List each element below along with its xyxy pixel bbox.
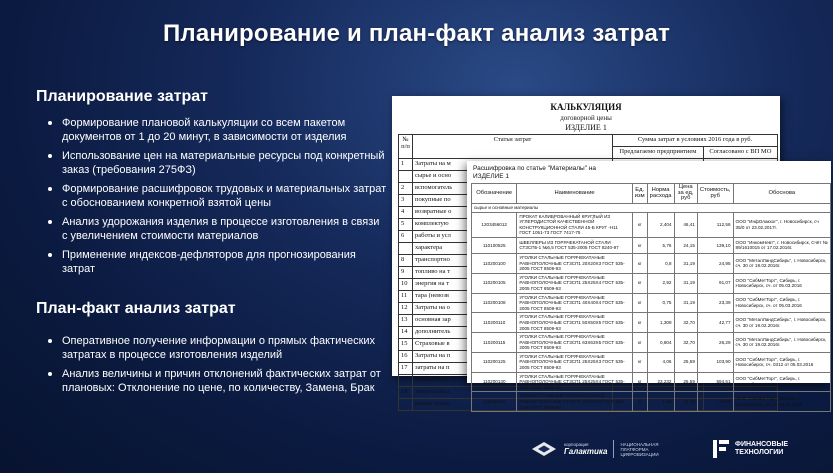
materials-cell-basis: ООО "СибМетТорг", Сибирь, г. Новосибирск, сч. 0312 от 05.03.2016 (733, 372, 830, 392)
materials-cell-norm: 0,804 (647, 333, 674, 353)
calc-row-no: 4 (399, 207, 413, 219)
materials-cell-norm: 4,06 (647, 352, 674, 372)
materials-table (471, 183, 831, 412)
calc-row-text: тара (невозв (413, 291, 613, 303)
materials-cell-code: 110200140 (472, 392, 517, 412)
calc-col-agreed: Согласовано с ВП МО (703, 147, 777, 159)
calc-row-no: 11 (399, 291, 413, 303)
materials-cell-norm: 2,92 (647, 273, 674, 293)
calc-row-text: основная зар (413, 315, 613, 327)
materials-cell-norm: 2,404 (647, 212, 674, 237)
materials-cell-code: 110200110 (472, 313, 517, 333)
materials-cell-code: 110200108 (472, 293, 517, 313)
materials-cell-unit: кг (632, 352, 647, 372)
mat-title-line2: ИЗДЕЛИЕ 1 (473, 173, 510, 180)
materials-cell-name: УГОЛКИ СТАЛЬНЫЕ ГОРЯЧЕКАТАНЫЕ РАВНОПОЛОЧНЫЕ СТ3СП1 25Х25Х4 ГОСТ 535-2005 ГОСТ 8509-93 (517, 372, 632, 392)
materials-cell-price: 25,59 (674, 352, 697, 372)
calc-row-text: возвратные о (413, 207, 613, 219)
slide-title: Планирование и план-факт анализ затрат (162, 20, 671, 47)
calc-row-text: затраты на п (413, 387, 613, 399)
planfact-bullet: Анализ величины и причин отклонений фактических затрат от плановых: Отклонение по цене, по количеству, Замена, Брак (42, 367, 387, 395)
materials-table-row (472, 392, 831, 412)
galaktika-emblem-icon (530, 440, 558, 458)
materials-cell-code: 110100525 (472, 237, 517, 253)
materials-cell-unit: кг (632, 372, 647, 392)
materials-cell-basis: ООО "ИнфОлакхог", г. Новосибирск, сч 35/0 от 23.02.2017г. (733, 212, 830, 237)
calc-row-text: характера (413, 243, 613, 255)
materials-cell-norm: 23,232 (647, 372, 674, 392)
materials-cell-name: УГОЛКИ СТАЛЬНЫЕ ГОРЯЧЕКАТАНЫЕ РАВНОПОЛОЧНЫЕ СТ3СП1 25Х25Х3 ГОСТ 535-2005 ГОСТ 8509-93 (517, 352, 632, 372)
materials-breakdown-document (467, 161, 831, 410)
calc-row-text: сырье и осно (413, 171, 613, 183)
materials-cell-name: УГОЛКИ СТАЛЬНЫЕ ГОРЯЧЕКАТАНЫЕ РАВНОПОЛОЧНЫЕ СТ3СП1 20Х20Х3 ГОСТ 535-2005 ГОСТ 8509-93 (517, 253, 632, 273)
planning-bullet: Формирование расшифровок трудовых и материальных затрат с обоснованием конкретной взятой цены (42, 182, 387, 210)
materials-cell-code: 110200125 (472, 352, 517, 372)
materials-cell-unit: кг (632, 212, 647, 237)
galaktika-logo (530, 436, 664, 462)
materials-cell-code: 1203456012 (472, 212, 517, 237)
mat-header-cell: Наименование (517, 184, 632, 204)
materials-cell-basis: ООО "МеталЛандСибирь", г. Новосибирск, сч. 30 от 19.02.2016г. (733, 253, 830, 273)
logo-divider (613, 440, 614, 458)
planning-bullet: Использование цен на материальные ресурсы под конкретный заказ (требования 275ФЗ) (42, 149, 387, 177)
materials-cell-unit: кг (632, 333, 647, 353)
calc-row-no: 17 (399, 363, 413, 375)
calc-row-no: 15 (399, 339, 413, 351)
mat-title-line1: Расшифровка по статье "Материалы" на (473, 165, 597, 172)
galaktika-text-block (564, 442, 607, 456)
materials-table-row (472, 273, 831, 293)
mat-group-label: сырье и основные материалы (472, 204, 831, 213)
planfact-bullet-list (42, 334, 387, 400)
materials-cell-basis: ООО "МеталЛандСибирь", г. Новосибирск, сч. 30 от 19.02.2016г. (733, 333, 830, 353)
materials-table-row (472, 313, 831, 333)
materials-cell-code: 110200105 (472, 273, 517, 293)
materials-cell-cost: 24,95 (697, 253, 733, 273)
materials-table-row (472, 212, 831, 237)
calc-col-no: № п/п (399, 135, 413, 159)
materials-cell-name: ПРОКАТ КАЛИБРОВАННЫЙ КРУГЛЫЙ ИЗ УГЛЕРОДИСТОЙ КАЧЕСТВЕННОЙ КОНСТРУКЦИОННОЙ СТАЛИ 45-Б КРУГ -Н11 ГОСТ 1051-73 ГОСТ 7417-75 (517, 212, 632, 237)
calc-row-no: 16 (399, 351, 413, 363)
materials-cell-norm: 1,308 (647, 313, 674, 333)
calc-title: КАЛЬКУЛЯЦИЯ (550, 102, 622, 112)
planning-heading: Планирование затрат (36, 88, 208, 105)
materials-cell-price: 31,19 (674, 392, 697, 412)
materials-cell-code: 110200100 (472, 253, 517, 273)
calc-row-no: 1 (399, 159, 413, 171)
calc-row-no (399, 243, 413, 255)
calc-row-text: Затраты на м (413, 159, 613, 171)
calc-row-no: 8 (399, 255, 413, 267)
materials-cell-price: 32,70 (674, 333, 697, 353)
materials-cell-unit: кг (632, 293, 647, 313)
mat-header-cell: Обозначение (472, 184, 517, 204)
calc-row-no: 18 (399, 387, 413, 399)
calc-row-no: 5 (399, 219, 413, 231)
materials-cell-price: 24,15 (674, 237, 697, 253)
calc-row-text: затраты на п (413, 363, 613, 375)
materials-cell-name: УГОЛКИ СТАЛЬНЫЕ ГОРЯЧЕКАТАНЫЕ РАВНОПОЛОЧНЫЕ СТ3СП1 40Х40Х4 ГОСТ 535-2005 ГОСТ 8509-93 (517, 293, 632, 313)
calc-subtitle: договорной цены (560, 114, 612, 122)
materials-cell-unit: кг (632, 273, 647, 293)
fintech-line2: ТЕХНОЛОГИИ (735, 449, 784, 456)
materials-cell-name: ШВЕЛЛЕРЫ ИЗ ГОРЯЧЕКАТАНОЙ СТАЛИ СТ3СП5-1 №6,5 ГОСТ 535-2005 ГОСТ 8240-97 (517, 237, 632, 253)
mat-header-cell: Норма расхода (647, 184, 674, 204)
calc-row-text: Страховые в (413, 339, 613, 351)
calc-row-text: Затраты на п (413, 351, 613, 363)
materials-cell-norm: 5,76 (647, 237, 674, 253)
calc-col-article: Статьи затрат (413, 135, 613, 159)
galaktika-name: Галактика (564, 447, 608, 456)
materials-cell-cost: 112,56 (697, 212, 733, 237)
calc-row-no: 6 (399, 231, 413, 243)
planfact-heading: План-факт анализ затрат (36, 300, 236, 317)
materials-cell-cost: 42,77 (697, 313, 733, 333)
calc-row-text: покупные по (413, 195, 613, 207)
materials-cell-norm: 1,56 (647, 392, 674, 412)
materials-cell-unit: кг (632, 237, 647, 253)
calc-row-text: комплектую (413, 219, 613, 231)
calc-row-text: работы и усл (413, 231, 613, 243)
materials-cell-price: 32,70 (674, 313, 697, 333)
materials-cell-name: УГОЛКИ СТАЛЬНЫЕ ГОРЯЧЕКАТАНЫЕ РАВНОПОЛОЧНЫЕ СТ3СП1 50Х50Х5 ГОСТ 535-2005 ГОСТ 8509-93 (517, 313, 632, 333)
materials-cell-norm: 0,75 (647, 293, 674, 313)
materials-cell-basis: ООО "СибМетТорг", Сибирь, г. Новосибирск, сч. 0312 от 05.03.2016 (733, 352, 830, 372)
materials-cell-cost: 91,07 (697, 273, 733, 293)
calc-row-no: 14 (399, 327, 413, 339)
materials-cell-name: УГОЛКИ СТАЛЬНЫЕ ГОРЯЧЕКАТАНЫЕ РАВНОПОЛОЧНЫЕ СТ3СП1 20Х20Х4 ГОСТ 535-2005 ГОСТ 8509-93 (517, 392, 632, 412)
materials-cell-cost: 23,39 (697, 293, 733, 313)
materials-cell-basis: ООО "СибМетТорг", Сибирь, г. Новосибирск, сч. от 05.03.2016 (733, 392, 830, 412)
materials-cell-name: УГОЛКИ СТАЛЬНЫЕ ГОРЯЧЕКАТАНЫЕ РАВНОПОЛОЧНЫЕ СТ3СП1 25Х25Х4 ГОСТ 535-2005 ГОСТ 8509-93 (517, 273, 632, 293)
calc-row-no: 2 (399, 183, 413, 195)
materials-cell-price: 31,19 (674, 273, 697, 293)
fintech-line1: ФИНАНСОВЫЕ (735, 441, 789, 448)
fintech-text-block (735, 441, 788, 457)
materials-cell-price: 31,19 (674, 293, 697, 313)
materials-cell-cost: 139,10 (697, 237, 733, 253)
materials-cell-code: 110200130 (472, 372, 517, 392)
materials-table-row (472, 237, 831, 253)
materials-table-row (472, 372, 831, 392)
calc-row-text: транспортно (413, 255, 613, 267)
materials-cell-price: 25,59 (674, 372, 697, 392)
planning-bullet: Применение индексов-дефляторов для прогнозирования затрат (42, 248, 387, 276)
calc-col-proposed: Предлагаемо предприятием (613, 147, 704, 159)
calc-row-no: 3 (399, 195, 413, 207)
materials-cell-price: 46,41 (674, 212, 697, 237)
materials-table-row (472, 253, 831, 273)
calc-row-text: Затраты на о (413, 303, 613, 315)
materials-cell-unit: кг (632, 313, 647, 333)
materials-table-row (472, 352, 831, 372)
calc-row-no (399, 399, 413, 411)
calc-col-sum: Сумма затрат в условиях 2016 года в руб. (613, 135, 778, 147)
galaktika-tagline: НАЦИОНАЛЬНАЯ ПЛАТФОРМА ЦИФРОВИЗАЦИИ (620, 441, 659, 457)
materials-table-row (472, 293, 831, 313)
calc-row-text: агрегатов (п (413, 375, 613, 387)
planning-bullet-list (42, 116, 387, 281)
materials-cell-price: 31,19 (674, 253, 697, 273)
calc-row-no: 12 (399, 303, 413, 315)
calc-product: ИЗДЕЛИЕ 1 (565, 123, 607, 132)
calc-row-text: энергия на т (413, 279, 613, 291)
fintech-emblem-icon (712, 439, 730, 459)
calc-row-no: 10 (399, 279, 413, 291)
calc-row-text: новых техно (413, 399, 613, 411)
mat-header-cell: Ед. изм (632, 184, 647, 204)
mat-header-cell: Стоимость, руб (697, 184, 733, 204)
calc-row-no: 9 (399, 267, 413, 279)
fintech-logo (712, 436, 788, 462)
materials-cell-basis: ООО "ИнкомНевт", г. Новосибирск, Счёт № 89/1610015 от 17.02.2016г. (733, 237, 830, 253)
mat-title (467, 161, 831, 181)
planning-bullet: Анализ удорожания изделия в процессе изготовления в связи с увеличением стоимости материалов (42, 215, 387, 243)
calc-row-text: вспомогатель (413, 183, 613, 195)
planfact-bullet: Оперативное получение информации о прямых фактических затратах в процессе изготовления изделий (42, 334, 387, 362)
materials-cell-cost: 103,90 (697, 352, 733, 372)
calc-row-no (399, 375, 413, 387)
materials-cell-cost: 48,66 (697, 392, 733, 412)
materials-cell-basis: ООО "МеталЛандСибирь", г. Новосибирск, сч. 30 от 19.02.2016г. (733, 313, 830, 333)
mat-header-cell: Цена за ед, руб (674, 184, 697, 204)
materials-cell-name: УГОЛКИ СТАЛЬНЫЕ ГОРЯЧЕКАТАНЫЕ РАВНОПОЛОЧНЫЕ СТ3СП1 63Х63Х5 ГОСТ 535-2005 ГОСТ 8509-93 (517, 333, 632, 353)
calc-row-no: 13 (399, 315, 413, 327)
materials-cell-code: 110200115 (472, 333, 517, 353)
mat-header-cell: Обоснова (733, 184, 830, 204)
planning-bullet: Формирование плановой калькуляции со всем пакетом документов от 1 до 20 минут, в зависимости от изделия (42, 116, 387, 144)
materials-table-row (472, 333, 831, 353)
galaktika-sub: корпорация (564, 442, 589, 447)
materials-cell-norm: 0,8 (647, 253, 674, 273)
calc-row-text: топливо на т (413, 267, 613, 279)
materials-cell-unit: кг (632, 392, 647, 412)
materials-cell-basis: ООО "СибМетТорг", Сибирь, г. Новосибирск, сч. от 05.03.2016 (733, 293, 830, 313)
materials-cell-basis: ООО "СибМетТорг", Сибирь, г. Новосибирск, сч. от 05.03.2016 (733, 273, 830, 293)
materials-cell-cost: 594,51 (697, 372, 733, 392)
calc-row-text: дополнитель (413, 327, 613, 339)
materials-cell-unit: кг (632, 253, 647, 273)
calc-row-no (399, 171, 413, 183)
materials-cell-cost: 26,29 (697, 333, 733, 353)
